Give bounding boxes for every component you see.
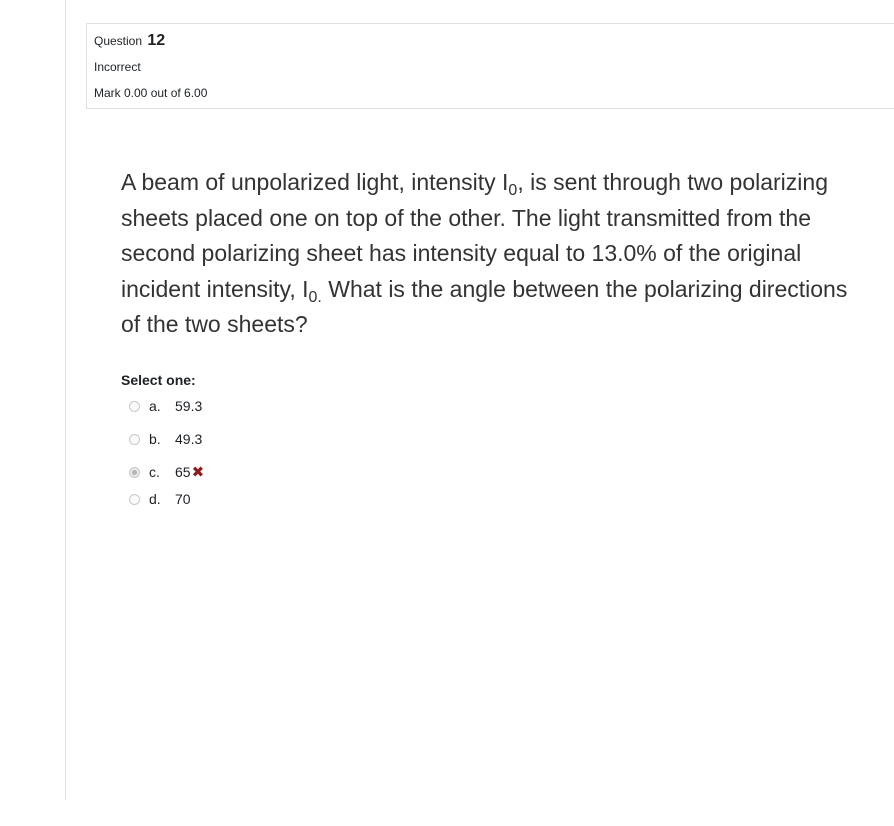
- select-one-prompt: Select one:: [121, 372, 196, 388]
- answer-option-b[interactable]: [129, 429, 202, 449]
- subscript-zero-period: 0.: [308, 288, 322, 306]
- radio-option-c[interactable]: [129, 467, 140, 478]
- answer-letter: b.: [149, 431, 161, 447]
- answer-value: 59.3: [175, 398, 203, 414]
- answer-letter: d.: [149, 491, 161, 507]
- incorrect-x-icon: ✖: [191, 463, 205, 481]
- question-number: 12: [147, 32, 166, 49]
- radio-option-d[interactable]: [129, 494, 140, 505]
- answer-value: 49.3: [175, 431, 203, 447]
- answer-option-d[interactable]: [129, 489, 191, 509]
- subscript-zero: 0: [508, 182, 518, 199]
- answer-option-a[interactable]: [129, 396, 202, 416]
- answer-option-c[interactable]: [129, 462, 204, 482]
- answer-letter: a.: [149, 398, 161, 414]
- question-label: Question: [94, 34, 143, 48]
- question-text-part-3: What is the angle between the polarizing directions of the two sheets?: [121, 275, 848, 337]
- question-info-box: [86, 23, 894, 109]
- answer-value: 65: [175, 464, 191, 480]
- question-text-part-1: A beam of unpolarized light, intensity I: [121, 169, 509, 195]
- answer-value: 70: [175, 491, 191, 507]
- question-text: [121, 165, 861, 343]
- left-divider: [65, 0, 66, 800]
- question-text-part-2: , is sent through two polarizing sheets placed one on top of the other. The light transmitted from the second polarizing sheet has intensity equal to 13.0% of the original incident intensity, I: [121, 169, 828, 302]
- radio-option-b[interactable]: [129, 434, 140, 445]
- question-number-line: [94, 32, 165, 50]
- answer-letter: c.: [149, 464, 160, 480]
- question-state: Incorrect: [94, 60, 141, 74]
- question-grade: Mark 0.00 out of 6.00: [94, 86, 208, 100]
- radio-option-a[interactable]: [129, 401, 140, 412]
